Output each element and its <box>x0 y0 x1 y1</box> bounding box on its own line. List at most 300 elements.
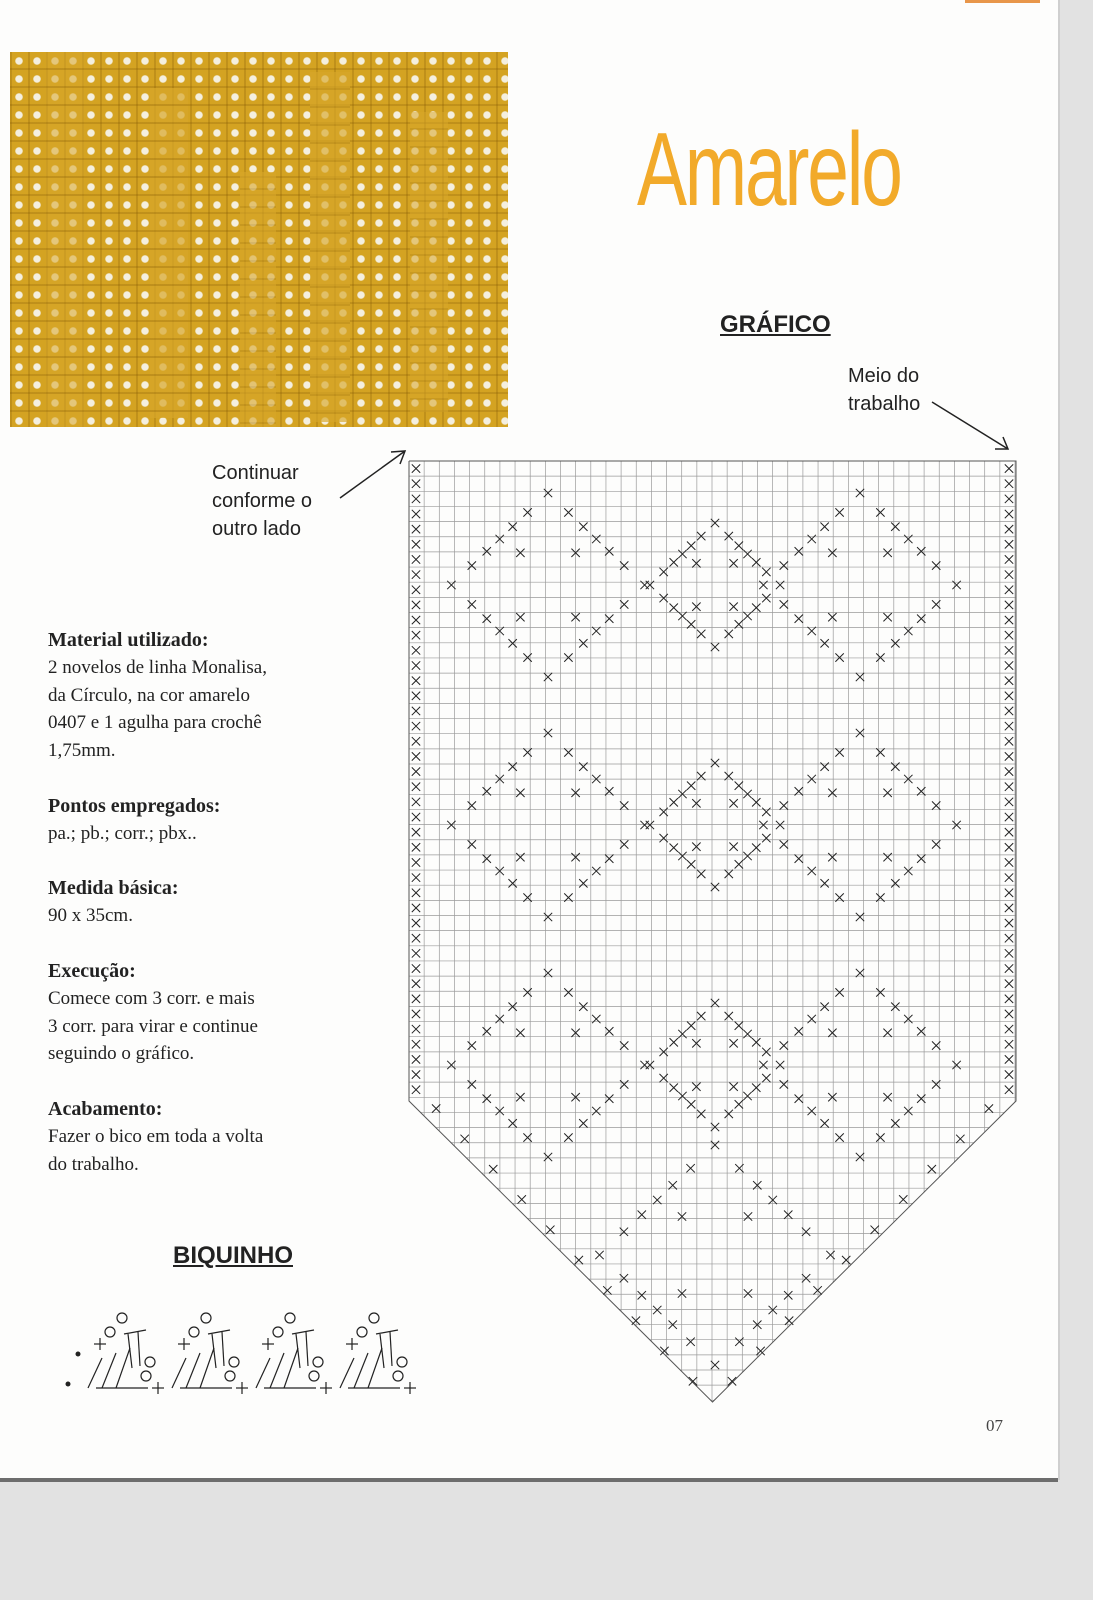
stitch-mark <box>1005 586 1013 594</box>
stitch-mark <box>1005 464 1013 472</box>
stitch-mark <box>516 1029 524 1037</box>
stitch-mark <box>412 722 420 730</box>
stitch-mark <box>759 1061 767 1069</box>
stitch-mark <box>412 707 420 715</box>
stitch-mark <box>835 653 843 661</box>
material-line: 2 novelos de linha Monalisa, <box>48 657 267 678</box>
stitch-mark <box>592 627 600 635</box>
stitch-mark <box>412 737 420 745</box>
slip-stitch-dot <box>76 1352 81 1357</box>
stitch-mark <box>412 586 420 594</box>
chain-stitch-oval <box>285 1313 295 1323</box>
stitch-mark <box>780 1080 788 1088</box>
stitch-mark <box>1005 540 1013 548</box>
stitch-mark <box>729 843 737 851</box>
stitch-mark <box>1005 767 1013 775</box>
stitch-mark <box>412 525 420 533</box>
stitch-mark <box>743 612 751 620</box>
biquinho-heading: BIQUINHO <box>173 1242 293 1269</box>
stitch-mark <box>468 1041 476 1049</box>
medida-text: 90 x 35cm. <box>48 905 133 926</box>
middle-line-2: trabalho <box>848 393 921 415</box>
stitch-mark <box>412 616 420 624</box>
stitch-mark <box>686 1338 694 1346</box>
stitch-mark <box>412 767 420 775</box>
stitch-mark <box>603 1286 611 1294</box>
stitch-mark <box>653 1196 661 1204</box>
chain-stitch-oval <box>145 1357 155 1367</box>
stitch-mark <box>835 988 843 996</box>
stitch-mark <box>904 1107 912 1115</box>
stitch-stroke <box>292 1330 314 1334</box>
stitch-mark <box>762 568 770 576</box>
stitch-mark <box>468 561 476 569</box>
stitch-mark <box>1005 692 1013 700</box>
stitch-mark <box>856 729 864 737</box>
stitch-mark <box>1005 1055 1013 1063</box>
stitch-mark <box>516 853 524 861</box>
chain-stitch-oval <box>393 1371 403 1381</box>
page-title: Amarelo <box>637 112 901 228</box>
stitch-mark <box>1005 722 1013 730</box>
stitch-mark <box>808 1015 816 1023</box>
stitch-mark <box>842 1256 850 1264</box>
stitch-mark <box>564 1133 572 1141</box>
stitch-mark <box>759 821 767 829</box>
stitch-mark <box>592 535 600 543</box>
stitch-mark <box>670 603 678 611</box>
stitch-mark <box>883 853 891 861</box>
stitch-mark <box>752 603 760 611</box>
chain-stitch-oval <box>313 1357 323 1367</box>
stitch-mark <box>828 789 836 797</box>
stitch-mark <box>412 676 420 684</box>
stitch-mark <box>638 1291 646 1299</box>
stitch-mark <box>595 1251 603 1259</box>
stitch-mark <box>412 889 420 897</box>
stitch-mark <box>735 781 743 789</box>
stitch-mark <box>697 870 705 878</box>
stitch-mark <box>412 646 420 654</box>
stitch-mark <box>1005 1010 1013 1018</box>
stitch-mark <box>692 1039 700 1047</box>
stitch-mark <box>412 555 420 563</box>
material-line: da Círculo, na cor amarelo <box>48 684 251 706</box>
stitch-mark <box>670 798 678 806</box>
stitch-mark <box>605 1094 613 1102</box>
stitch-mark <box>904 1015 912 1023</box>
stitch-stroke <box>222 1332 224 1366</box>
stitch-mark <box>579 1119 587 1127</box>
stitch-mark <box>670 1038 678 1046</box>
material-section <box>48 626 338 764</box>
stitch-mark <box>735 860 743 868</box>
stitch-mark <box>856 913 864 921</box>
stitch-mark <box>795 547 803 555</box>
stitch-mark <box>1005 631 1013 639</box>
stitch-stroke <box>306 1332 308 1366</box>
stitch-mark <box>780 1041 788 1049</box>
stitch-stroke <box>256 1358 270 1388</box>
stitch-mark <box>729 1083 737 1091</box>
chain-stitch-oval <box>357 1327 367 1337</box>
stitch-mark <box>687 860 695 868</box>
stitch-mark <box>1005 934 1013 942</box>
stitch-mark <box>692 843 700 851</box>
stitch-stroke <box>270 1353 284 1388</box>
stitch-mark <box>1005 949 1013 957</box>
stitch-mark <box>729 559 737 567</box>
stitch-mark <box>605 547 613 555</box>
stitch-mark <box>516 789 524 797</box>
stitch-mark <box>820 522 828 530</box>
stitch-mark <box>762 1074 770 1082</box>
stitch-mark <box>697 1110 705 1118</box>
stitch-mark <box>835 508 843 516</box>
stitch-mark <box>412 949 420 957</box>
stitch-stroke <box>124 1330 146 1334</box>
continue-line-1: Continuar <box>212 462 299 484</box>
chain-stitch-oval <box>369 1313 379 1323</box>
stitch-mark <box>1005 661 1013 669</box>
stitch-mark <box>1005 707 1013 715</box>
stitch-mark <box>1005 525 1013 533</box>
acabamento-line: do trabalho. <box>48 1153 139 1175</box>
stitch-mark <box>412 692 420 700</box>
stitch-mark <box>780 840 788 848</box>
stitch-mark <box>725 532 733 540</box>
stitch-mark <box>412 873 420 881</box>
stitch-mark <box>692 1083 700 1091</box>
stitch-stroke <box>88 1358 102 1388</box>
stitch-mark <box>692 559 700 567</box>
stitch-stroke <box>102 1353 116 1388</box>
stitch-mark <box>729 603 737 611</box>
stitch-mark <box>904 535 912 543</box>
stitch-mark <box>795 614 803 622</box>
chain-stitch-oval <box>117 1313 127 1323</box>
stitch-mark <box>762 594 770 602</box>
material-heading: Material utilizado: <box>48 629 209 651</box>
stitch-mark <box>692 799 700 807</box>
stitch-mark <box>483 1027 491 1035</box>
stitch-mark <box>1005 646 1013 654</box>
stitch-mark <box>483 854 491 862</box>
stitch-mark <box>592 867 600 875</box>
stitch-mark <box>808 627 816 635</box>
stitch-mark <box>883 613 891 621</box>
stitch-mark <box>516 549 524 557</box>
pontos-section <box>48 792 338 848</box>
execucao-heading: Execução: <box>48 960 136 982</box>
stitch-mark <box>1005 889 1013 897</box>
stitch-mark <box>605 1027 613 1035</box>
acabamento-line: Fazer o bico em toda a volta <box>48 1126 264 1147</box>
stitch-mark <box>1005 1025 1013 1033</box>
continue-line-3: outro lado <box>212 518 301 540</box>
stitch-mark <box>1005 601 1013 609</box>
stitch-mark <box>752 798 760 806</box>
stitch-mark <box>820 639 828 647</box>
stitch-mark <box>780 561 788 569</box>
stitch-stroke <box>186 1353 200 1388</box>
stitch-mark <box>820 879 828 887</box>
stitch-mark <box>412 752 420 760</box>
stitch-mark <box>508 1119 516 1127</box>
stitch-mark <box>795 854 803 862</box>
medida-heading: Medida básica: <box>48 877 179 899</box>
stitch-mark <box>412 919 420 927</box>
stitch-mark <box>646 821 654 829</box>
chain-stitch-oval <box>397 1357 407 1367</box>
stitch-stroke <box>172 1358 186 1388</box>
stitch-mark <box>1005 480 1013 488</box>
stitch-mark <box>653 1306 661 1314</box>
stitch-mark <box>891 1119 899 1127</box>
stitch-mark <box>891 522 899 530</box>
stitch-mark <box>687 620 695 628</box>
middle-line-1: Meio do <box>848 365 920 387</box>
material-line: 1,75mm. <box>48 739 116 761</box>
stitch-mark <box>743 550 751 558</box>
stitch-mark <box>1005 1086 1013 1094</box>
stitch-mark <box>468 1080 476 1088</box>
stitch-mark <box>412 495 420 503</box>
stitch-mark <box>1005 783 1013 791</box>
stitch-mark <box>1005 813 1013 821</box>
stitch-mark <box>883 549 891 557</box>
stitch-mark <box>1005 919 1013 927</box>
stitch-mark <box>564 988 572 996</box>
stitch-mark <box>952 821 960 829</box>
stitch-mark <box>697 630 705 638</box>
stitch-mark <box>876 748 884 756</box>
stitch-mark <box>686 1164 694 1172</box>
stitch-mark <box>752 558 760 566</box>
stitch-mark <box>899 1195 907 1203</box>
stitch-mark <box>876 653 884 661</box>
stitch-mark <box>1005 752 1013 760</box>
stitch-mark <box>784 1211 792 1219</box>
stitch-mark <box>412 480 420 488</box>
material-line: 0407 e 1 agulha para crochê <box>48 712 262 733</box>
stitch-mark <box>743 1092 751 1100</box>
continue-line-2: conforme o <box>212 490 313 512</box>
stitch-mark <box>883 789 891 797</box>
stitch-mark <box>412 464 420 472</box>
stitch-mark <box>904 627 912 635</box>
stitch-stroke <box>284 1348 298 1388</box>
stitch-mark <box>468 840 476 848</box>
stitch-mark <box>828 613 836 621</box>
stitch-mark <box>605 614 613 622</box>
stitch-mark <box>725 1012 733 1020</box>
stitch-mark <box>412 783 420 791</box>
stitch-mark <box>412 1040 420 1048</box>
stitch-mark <box>687 781 695 789</box>
chain-stitch-oval <box>273 1327 283 1337</box>
stitch-mark <box>856 489 864 497</box>
stitch-mark <box>735 541 743 549</box>
picot-edge-diagram <box>60 1298 430 1406</box>
stitch-mark <box>1005 495 1013 503</box>
acabamento-section <box>48 1095 338 1178</box>
stitch-mark <box>1005 510 1013 518</box>
stitch-mark <box>762 808 770 816</box>
stitch-mark <box>670 1083 678 1091</box>
acabamento-heading: Acabamento: <box>48 1098 163 1120</box>
stitch-mark <box>678 550 686 558</box>
stitch-mark <box>784 1291 792 1299</box>
stitch-mark <box>808 867 816 875</box>
stitch-mark <box>518 1195 526 1203</box>
stitch-mark <box>729 799 737 807</box>
pontos-heading: Pontos empregados: <box>48 795 221 817</box>
stitch-mark <box>592 1107 600 1115</box>
stitch-mark <box>678 612 686 620</box>
stitch-mark <box>412 828 420 836</box>
stitch-mark <box>743 852 751 860</box>
execucao-line: seguindo o gráfico. <box>48 1043 195 1064</box>
stitch-mark <box>516 613 524 621</box>
stitch-mark <box>412 964 420 972</box>
stitch-mark <box>412 1055 420 1063</box>
stitch-mark <box>460 1135 468 1143</box>
stitch-stroke <box>200 1348 214 1388</box>
stitch-mark <box>508 639 516 647</box>
stitch-mark <box>785 1316 793 1324</box>
stitch-mark <box>891 639 899 647</box>
stitch-stroke <box>340 1358 354 1388</box>
stitch-mark <box>828 853 836 861</box>
stitch-mark <box>638 1211 646 1219</box>
stitch-mark <box>876 1133 884 1141</box>
stitch-mark <box>579 879 587 887</box>
stitch-mark <box>1005 858 1013 866</box>
stitch-mark <box>952 1061 960 1069</box>
stitch-mark <box>697 1012 705 1020</box>
stitch-mark <box>776 821 784 829</box>
stitch-mark <box>780 600 788 608</box>
stitch-mark <box>808 1107 816 1115</box>
stitch-mark <box>412 934 420 942</box>
chain-stitch-oval <box>105 1327 115 1337</box>
stitch-stroke <box>376 1330 398 1334</box>
stitch-mark <box>468 801 476 809</box>
stitch-stroke <box>138 1332 140 1366</box>
stitch-mark <box>564 748 572 756</box>
stitch-mark <box>1005 964 1013 972</box>
stitch-mark <box>1005 843 1013 851</box>
stitch-mark <box>412 510 420 518</box>
stitch-mark <box>725 870 733 878</box>
stitch-mark <box>752 1038 760 1046</box>
stitch-stroke <box>354 1353 368 1388</box>
pontos-text: pa.; pb.; corr.; pbx.. <box>48 823 197 844</box>
stitch-mark <box>692 603 700 611</box>
stitch-mark <box>564 508 572 516</box>
stitch-stroke <box>116 1348 130 1388</box>
stitch-mark <box>646 1061 654 1069</box>
stitch-mark <box>752 1083 760 1091</box>
execucao-section <box>48 957 338 1068</box>
stitch-mark <box>508 879 516 887</box>
stitch-mark <box>412 661 420 669</box>
stitch-mark <box>725 630 733 638</box>
stitch-mark <box>725 1110 733 1118</box>
stitch-mark <box>1005 1040 1013 1048</box>
stitch-stroke <box>368 1348 382 1388</box>
stitch-mark <box>1005 676 1013 684</box>
stitch-mark <box>1005 979 1013 987</box>
stitch-mark <box>687 1100 695 1108</box>
stitch-mark <box>483 1094 491 1102</box>
stitch-mark <box>1005 995 1013 1003</box>
stitch-mark <box>508 522 516 530</box>
stitch-mark <box>828 1029 836 1037</box>
stitch-mark <box>689 1377 697 1385</box>
stitch-mark <box>1005 616 1013 624</box>
stitch-mark <box>592 1015 600 1023</box>
stitch-mark <box>412 540 420 548</box>
stitch-mark <box>744 1289 752 1297</box>
stitch-mark <box>820 1119 828 1127</box>
stitch-mark <box>776 1061 784 1069</box>
stitch-mark <box>795 1027 803 1035</box>
page-bottom-edge <box>0 1478 1058 1482</box>
stitch-mark <box>744 1212 752 1220</box>
stitch-mark <box>412 904 420 912</box>
stitch-mark <box>883 1029 891 1037</box>
stitch-mark <box>1005 904 1013 912</box>
stitch-mark <box>412 858 420 866</box>
stitch-mark <box>1005 555 1013 563</box>
stitch-mark <box>687 541 695 549</box>
stitch-mark <box>605 854 613 862</box>
stitch-mark <box>412 570 420 578</box>
chain-stitch-oval <box>189 1327 199 1337</box>
stitch-mark <box>780 801 788 809</box>
stitch-mark <box>871 1226 879 1234</box>
stitch-mark <box>928 1165 936 1173</box>
stitch-mark <box>729 1039 737 1047</box>
stitch-mark <box>468 600 476 608</box>
stitch-mark <box>1005 1070 1013 1078</box>
stitch-mark <box>670 843 678 851</box>
stitch-mark <box>808 535 816 543</box>
stitch-mark <box>489 1165 497 1173</box>
stitch-mark <box>412 1010 420 1018</box>
grafico-heading: GRÁFICO <box>720 311 831 338</box>
stitch-mark <box>856 673 864 681</box>
stitch-mark <box>735 620 743 628</box>
stitch-mark <box>828 549 836 557</box>
stitch-mark <box>412 995 420 1003</box>
stitch-mark <box>752 843 760 851</box>
stitch-mark <box>412 1086 420 1094</box>
stitch-mark <box>876 988 884 996</box>
stitch-mark <box>856 1153 864 1161</box>
stitch-mark <box>412 631 420 639</box>
stitch-mark <box>1005 873 1013 881</box>
chain-stitch-oval <box>309 1371 319 1381</box>
stitch-mark <box>904 867 912 875</box>
slip-stitch-dot <box>66 1382 71 1387</box>
stitch-mark <box>735 1021 743 1029</box>
stitch-mark <box>483 614 491 622</box>
stitch-mark <box>956 1135 964 1143</box>
stitch-mark <box>1005 828 1013 836</box>
